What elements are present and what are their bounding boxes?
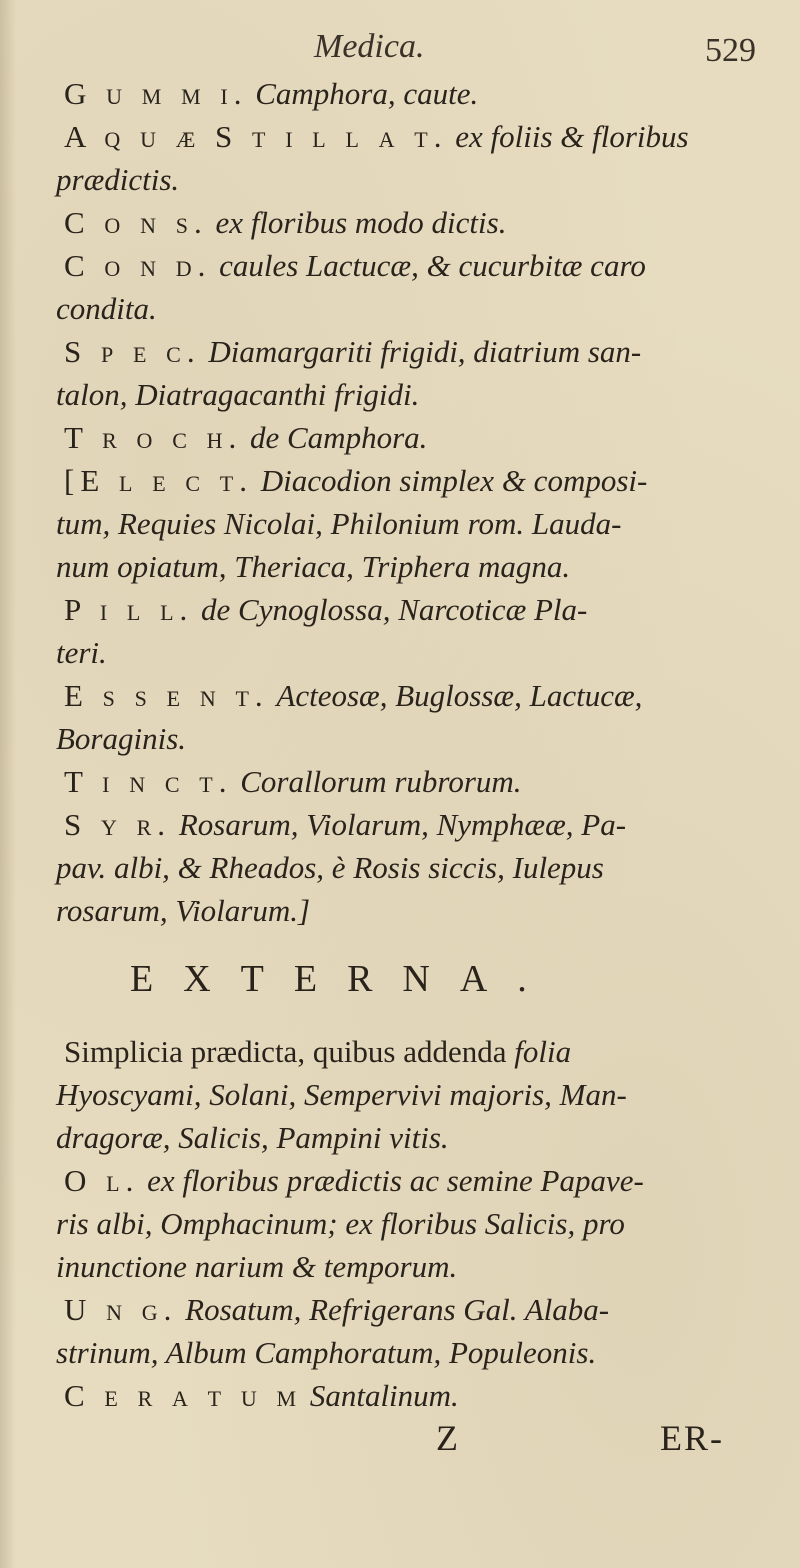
entry-text: teri. <box>56 635 107 670</box>
text-line <box>56 631 744 674</box>
book-page <box>56 28 756 1467</box>
entry-text: dragoræ, Salicis, Pampini vitis. <box>56 1120 449 1155</box>
text-line <box>56 1073 744 1116</box>
page-footer <box>64 1417 744 1467</box>
entry-text: Acteosæ, Buglossæ, Lactucæ, <box>276 678 643 713</box>
entry-label: A q u æ S t i l l a t. <box>64 119 448 154</box>
entry-text: Diamargariti frigidi, diatrium san- <box>208 334 642 369</box>
text-line <box>56 373 744 416</box>
entry-label: P i l l. <box>64 592 194 627</box>
entry-label: O l. <box>64 1163 140 1198</box>
entry-text: folia <box>514 1034 572 1069</box>
text-line <box>64 1159 744 1202</box>
text-line <box>64 115 744 158</box>
entry-text: de Camphora. <box>250 420 428 455</box>
text-line <box>64 1030 744 1073</box>
entry-text: inunctione narium & temporum. <box>56 1249 458 1284</box>
text-line <box>56 717 744 760</box>
text-line <box>64 760 744 803</box>
entry-label: E s s e n t. <box>64 678 269 713</box>
entry-label: C o n d. <box>64 248 212 283</box>
entry-text: ex floribus modo dictis. <box>215 205 507 240</box>
entry-text: talon, Diatragacanthi frigidi. <box>56 377 420 412</box>
entry-text: pav. albi, & Rheados, è Rosis siccis, Iulepus <box>56 850 604 885</box>
text-line <box>56 846 744 889</box>
page-number: 529 <box>705 32 756 69</box>
signature-mark: Z <box>436 1418 458 1458</box>
entry-label: S y r. <box>64 807 172 842</box>
text-line <box>64 459 744 502</box>
text-line <box>64 674 744 717</box>
entry-text: tum, Requies Nicolai, Philonium rom. Lauda- <box>56 506 622 541</box>
entries-list <box>56 72 744 932</box>
text-line <box>64 416 744 459</box>
entry-text: Camphora, caute. <box>255 76 479 111</box>
entry-text: Diacodion simplex & composi- <box>260 463 648 498</box>
text-line <box>64 201 744 244</box>
entry-label: G u m m i. <box>64 76 248 111</box>
text-line <box>64 803 744 846</box>
entry-label: S p e c. <box>64 334 201 369</box>
entry-text: prædictis. <box>56 162 180 197</box>
entry-text: Rosarum, Violarum, Nymphææ, Pa- <box>178 807 627 842</box>
page-header <box>64 28 756 72</box>
entry-text: Hyoscyami, Solani, Sempervivi majoris, Man- <box>56 1077 627 1112</box>
entry-text: de Cynoglossa, Narcoticæ Pla- <box>201 592 588 627</box>
text-line <box>64 1288 744 1331</box>
text-line <box>64 244 744 287</box>
entry-text: rosarum, Violarum.] <box>56 893 311 928</box>
text-line <box>56 287 744 330</box>
entry-label: [E l e c t. <box>64 463 253 498</box>
text-line <box>56 545 744 588</box>
text-line <box>64 1374 744 1417</box>
entry-text: Santalinum. <box>309 1378 459 1413</box>
entry-label: U n g. <box>64 1292 178 1327</box>
entry-text: ris albi, Omphacinum; ex floribus Salicis, pro <box>56 1206 625 1241</box>
entry-text: num opiatum, Theriaca, Triphera magna. <box>56 549 571 584</box>
entry-text: ex foliis & floribus <box>455 119 689 154</box>
entry-text: strinum, Album Camphoratum, Populeonis. <box>56 1335 597 1370</box>
section-heading: EXTERNA. <box>130 958 557 1000</box>
text-line <box>64 588 744 631</box>
text-line <box>56 1331 744 1374</box>
entry-label: T r o c h. <box>64 420 243 455</box>
text-line <box>56 502 744 545</box>
entry-label: T i n c t. <box>64 764 233 799</box>
text-line <box>64 72 744 115</box>
catchword: ER- <box>660 1418 724 1458</box>
entry-text: Boraginis. <box>56 721 187 756</box>
entry-text: Rosatum, Refrigerans Gal. Alaba- <box>185 1292 610 1327</box>
entry-label: C e r a t u m <box>64 1378 303 1413</box>
running-head: Medica. <box>314 28 425 65</box>
entry-label: C o n s. <box>64 205 208 240</box>
page-gutter-shadow <box>0 0 16 1568</box>
entry-text: condita. <box>56 291 157 326</box>
text-line <box>56 1116 744 1159</box>
entry-text: caules Lactucæ, & cucurbitæ caro <box>219 248 646 283</box>
text-line <box>64 330 744 373</box>
text-line <box>56 1245 744 1288</box>
entry-text: ex floribus prædictis ac semine Papave- <box>147 1163 644 1198</box>
text-line <box>56 889 744 932</box>
entry-roman-text: Simplicia prædicta, quibus addenda <box>64 1034 507 1069</box>
text-line <box>56 158 744 201</box>
externa-list <box>56 1030 744 1417</box>
text-line <box>56 1202 744 1245</box>
entry-text: Corallorum rubrorum. <box>240 764 522 799</box>
